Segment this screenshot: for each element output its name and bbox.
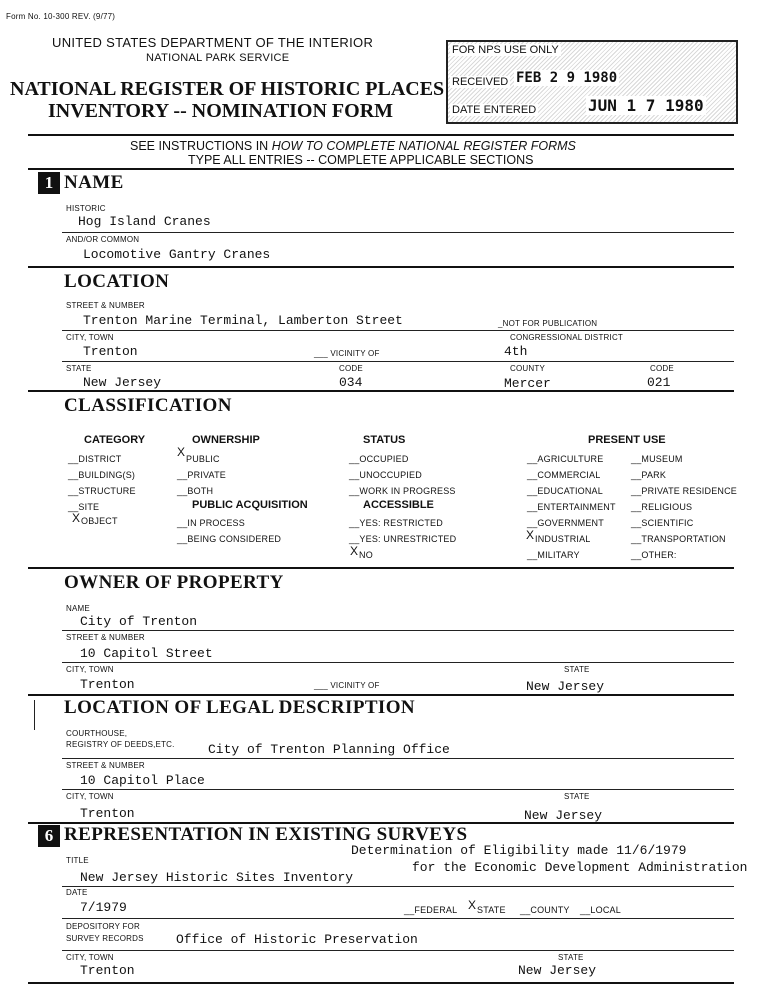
ownership-private: __PRIVATE <box>177 470 226 480</box>
use-commercial: __COMMERCIAL <box>527 470 601 480</box>
use-industrial-mark: X <box>526 528 535 542</box>
category-object-mark: X <box>72 511 81 525</box>
ownership-public-mark: X <box>177 445 186 459</box>
use-museum: __MUSEUM <box>631 454 683 464</box>
common-value: Locomotive Gantry Cranes <box>83 247 271 262</box>
courthouse-rule <box>62 758 734 759</box>
loc-vicinity: ___ VICINITY OF <box>314 349 380 358</box>
historic-rule <box>62 232 734 233</box>
form-title-line2: INVENTORY -- NOMINATION FORM <box>48 100 394 122</box>
category-header: CATEGORY <box>84 434 146 446</box>
owner-state-label: STATE <box>564 665 590 674</box>
instructions-line2: TYPE ALL ENTRIES -- COMPLETE APPLICABLE SECTIONS <box>188 153 534 167</box>
category-district: __DISTRICT <box>68 454 122 464</box>
access-no-mark: X <box>350 544 359 558</box>
section-3-rule <box>28 567 734 569</box>
owner-city-value: Trenton <box>80 677 135 692</box>
owner-vicinity: ___ VICINITY OF <box>314 681 380 690</box>
owner-state-value: New Jersey <box>526 679 605 694</box>
county-label: COUNTY <box>510 364 545 373</box>
use-other: __OTHER: <box>631 550 677 560</box>
use-industrial: INDUSTRIAL <box>535 534 591 544</box>
acq-in-process: __IN PROCESS <box>177 518 245 528</box>
present-use-header: PRESENT USE <box>588 434 666 446</box>
loc-city-rule <box>62 361 734 362</box>
use-transportation: __TRANSPORTATION <box>631 534 726 544</box>
depository-label-2: SURVEY RECORDS <box>66 934 144 943</box>
use-park: __PARK <box>631 470 667 480</box>
section-2-rule <box>28 390 734 392</box>
legal-street-label: STREET & NUMBER <box>66 761 145 770</box>
county-code-value: 021 <box>647 375 671 390</box>
section-6-rule <box>28 982 734 984</box>
section-1-badge: 1 <box>38 172 60 194</box>
access-no: NO <box>359 550 373 560</box>
common-label: AND/OR COMMON <box>66 235 140 244</box>
legal-city-value: Trenton <box>80 806 135 821</box>
form-number: Form No. 10-300 REV. (9/77) <box>6 12 116 21</box>
loc-state-value: New Jersey <box>83 375 162 390</box>
depository-value: Office of Historic Preservation <box>176 932 418 947</box>
margin-mark <box>34 700 35 730</box>
status-unoccupied: __UNOCCUPIED <box>349 470 422 480</box>
loc-city-label: CITY, TOWN <box>66 333 114 342</box>
loc-code-value: 034 <box>339 375 363 390</box>
cong-district-label: CONGRESSIONAL DISTRICT <box>510 333 624 342</box>
legal-city-label: CITY, TOWN <box>66 792 114 801</box>
classification-heading: CLASSIFICATION <box>64 395 232 416</box>
survey-county: __COUNTY <box>520 905 570 915</box>
owner-street-rule <box>62 662 734 663</box>
section-6-badge: 6 <box>38 825 60 847</box>
nps-use-label: FOR NPS USE ONLY <box>452 44 559 56</box>
county-value: Mercer <box>504 376 551 391</box>
owner-heading: OWNER OF PROPERTY <box>64 572 284 593</box>
legal-state-label: STATE <box>564 792 590 801</box>
service-name: NATIONAL PARK SERVICE <box>146 52 290 64</box>
acquisition-header: PUBLIC ACQUISITION <box>192 499 308 511</box>
ownership-both: __BOTH <box>177 486 214 496</box>
use-agriculture: __AGRICULTURE <box>527 454 604 464</box>
not-for-publication: _NOT FOR PUBLICATION <box>498 319 598 328</box>
section-1-rule <box>28 266 734 268</box>
cong-district-value: 4th <box>504 344 528 359</box>
name-heading: NAME <box>64 172 124 193</box>
category-site: __SITE <box>68 502 100 512</box>
status-header: STATUS <box>363 434 406 446</box>
survey-state: STATE <box>477 905 506 915</box>
owner-name-rule <box>62 630 734 631</box>
form-title-line1: NATIONAL REGISTER OF HISTORIC PLACES <box>10 78 445 100</box>
survey-date-value: 7/1979 <box>80 900 127 915</box>
loc-street-value: Trenton Marine Terminal, Lamberton Street <box>83 313 403 328</box>
owner-street-value: 10 Capitol Street <box>80 646 213 661</box>
category-object: OBJECT <box>81 516 118 526</box>
loc-code-label: CODE <box>339 364 363 373</box>
category-buildings: __BUILDING(S) <box>68 470 136 480</box>
courthouse-label-1: COURTHOUSE, <box>66 729 128 738</box>
use-private-residence: __PRIVATE RESIDENCE <box>631 486 737 496</box>
depository-rule <box>62 950 734 951</box>
courthouse-label-2: REGISTRY OF DEEDS,ETC. <box>66 740 175 749</box>
access-unrestricted: __YES: UNRESTRICTED <box>349 534 457 544</box>
loc-street-label: STREET & NUMBER <box>66 301 145 310</box>
legal-state-value: New Jersey <box>524 808 603 823</box>
ownership-header: OWNERSHIP <box>192 434 260 446</box>
category-structure: __STRUCTURE <box>68 486 136 496</box>
survey-date-label: DATE <box>66 888 88 897</box>
nps-use-box <box>446 40 738 124</box>
acq-being-considered: __BEING CONSIDERED <box>177 534 282 544</box>
survey-title-value: New Jersey Historic Sites Inventory <box>80 870 354 885</box>
survey-date-rule <box>62 918 734 919</box>
received-label: RECEIVED <box>452 76 509 88</box>
historic-value: Hog Island Cranes <box>78 214 211 229</box>
survey-state-label: STATE <box>558 953 584 962</box>
instructions-line1: SEE INSTRUCTIONS IN HOW TO COMPLETE NATIONAL REGISTER FORMS <box>130 139 576 153</box>
survey-state-mark: X <box>468 898 477 912</box>
use-religious: __RELIGIOUS <box>631 502 693 512</box>
header-rule <box>28 134 734 136</box>
use-government: __GOVERNMENT <box>527 518 604 528</box>
survey-title-label: TITLE <box>66 856 89 865</box>
historic-label: HISTORIC <box>66 204 106 213</box>
status-occupied: __OCCUPIED <box>349 454 409 464</box>
survey-city-label: CITY, TOWN <box>66 953 114 962</box>
owner-name-label: NAME <box>66 604 90 613</box>
surveys-heading: REPRESENTATION IN EXISTING SURVEYS <box>64 824 468 845</box>
use-entertainment: __ENTERTAINMENT <box>527 502 616 512</box>
use-educational: __EDUCATIONAL <box>527 486 603 496</box>
legal-heading: LOCATION OF LEGAL DESCRIPTION <box>64 697 416 718</box>
use-military: __MILITARY <box>527 550 580 560</box>
loc-state-label: STATE <box>66 364 92 373</box>
agency-name: UNITED STATES DEPARTMENT OF THE INTERIOR <box>52 35 374 50</box>
owner-city-label: CITY, TOWN <box>66 665 114 674</box>
use-scientific: __SCIENTIFIC <box>631 518 694 528</box>
county-code-label: CODE <box>650 364 674 373</box>
survey-city-value: Trenton <box>80 963 135 978</box>
survey-local: __LOCAL <box>580 905 621 915</box>
legal-street-rule <box>62 789 734 790</box>
legal-street-value: 10 Capitol Place <box>80 773 205 788</box>
date-entered-label: DATE ENTERED <box>452 104 537 116</box>
depository-label-1: DEPOSITORY FOR <box>66 922 140 931</box>
survey-federal: __FEDERAL <box>404 905 458 915</box>
owner-name-value: City of Trenton <box>80 614 198 629</box>
survey-state-value: New Jersey <box>518 963 597 978</box>
accessible-header: ACCESSIBLE <box>363 499 434 511</box>
courthouse-value: City of Trenton Planning Office <box>208 742 450 757</box>
access-restricted: __YES: RESTRICTED <box>349 518 443 528</box>
loc-city-value: Trenton <box>83 344 138 359</box>
date-entered-stamp: JUN 1 7 1980 <box>588 96 704 115</box>
status-work-in-progress: __WORK IN PROGRESS <box>349 486 456 496</box>
eligibility-note-2: for the Economic Development Administration <box>412 860 748 875</box>
location-heading: LOCATION <box>64 271 170 292</box>
instructions-rule <box>28 168 734 170</box>
section-4-rule <box>28 694 734 696</box>
ownership-public: PUBLIC <box>186 454 220 464</box>
owner-street-label: STREET & NUMBER <box>66 633 145 642</box>
survey-title-rule <box>62 886 734 887</box>
eligibility-note-1: Determination of Eligibility made 11/6/1979 <box>351 843 687 858</box>
received-stamp: FEB 2 9 1980 <box>516 70 618 86</box>
loc-street-rule <box>62 330 734 331</box>
